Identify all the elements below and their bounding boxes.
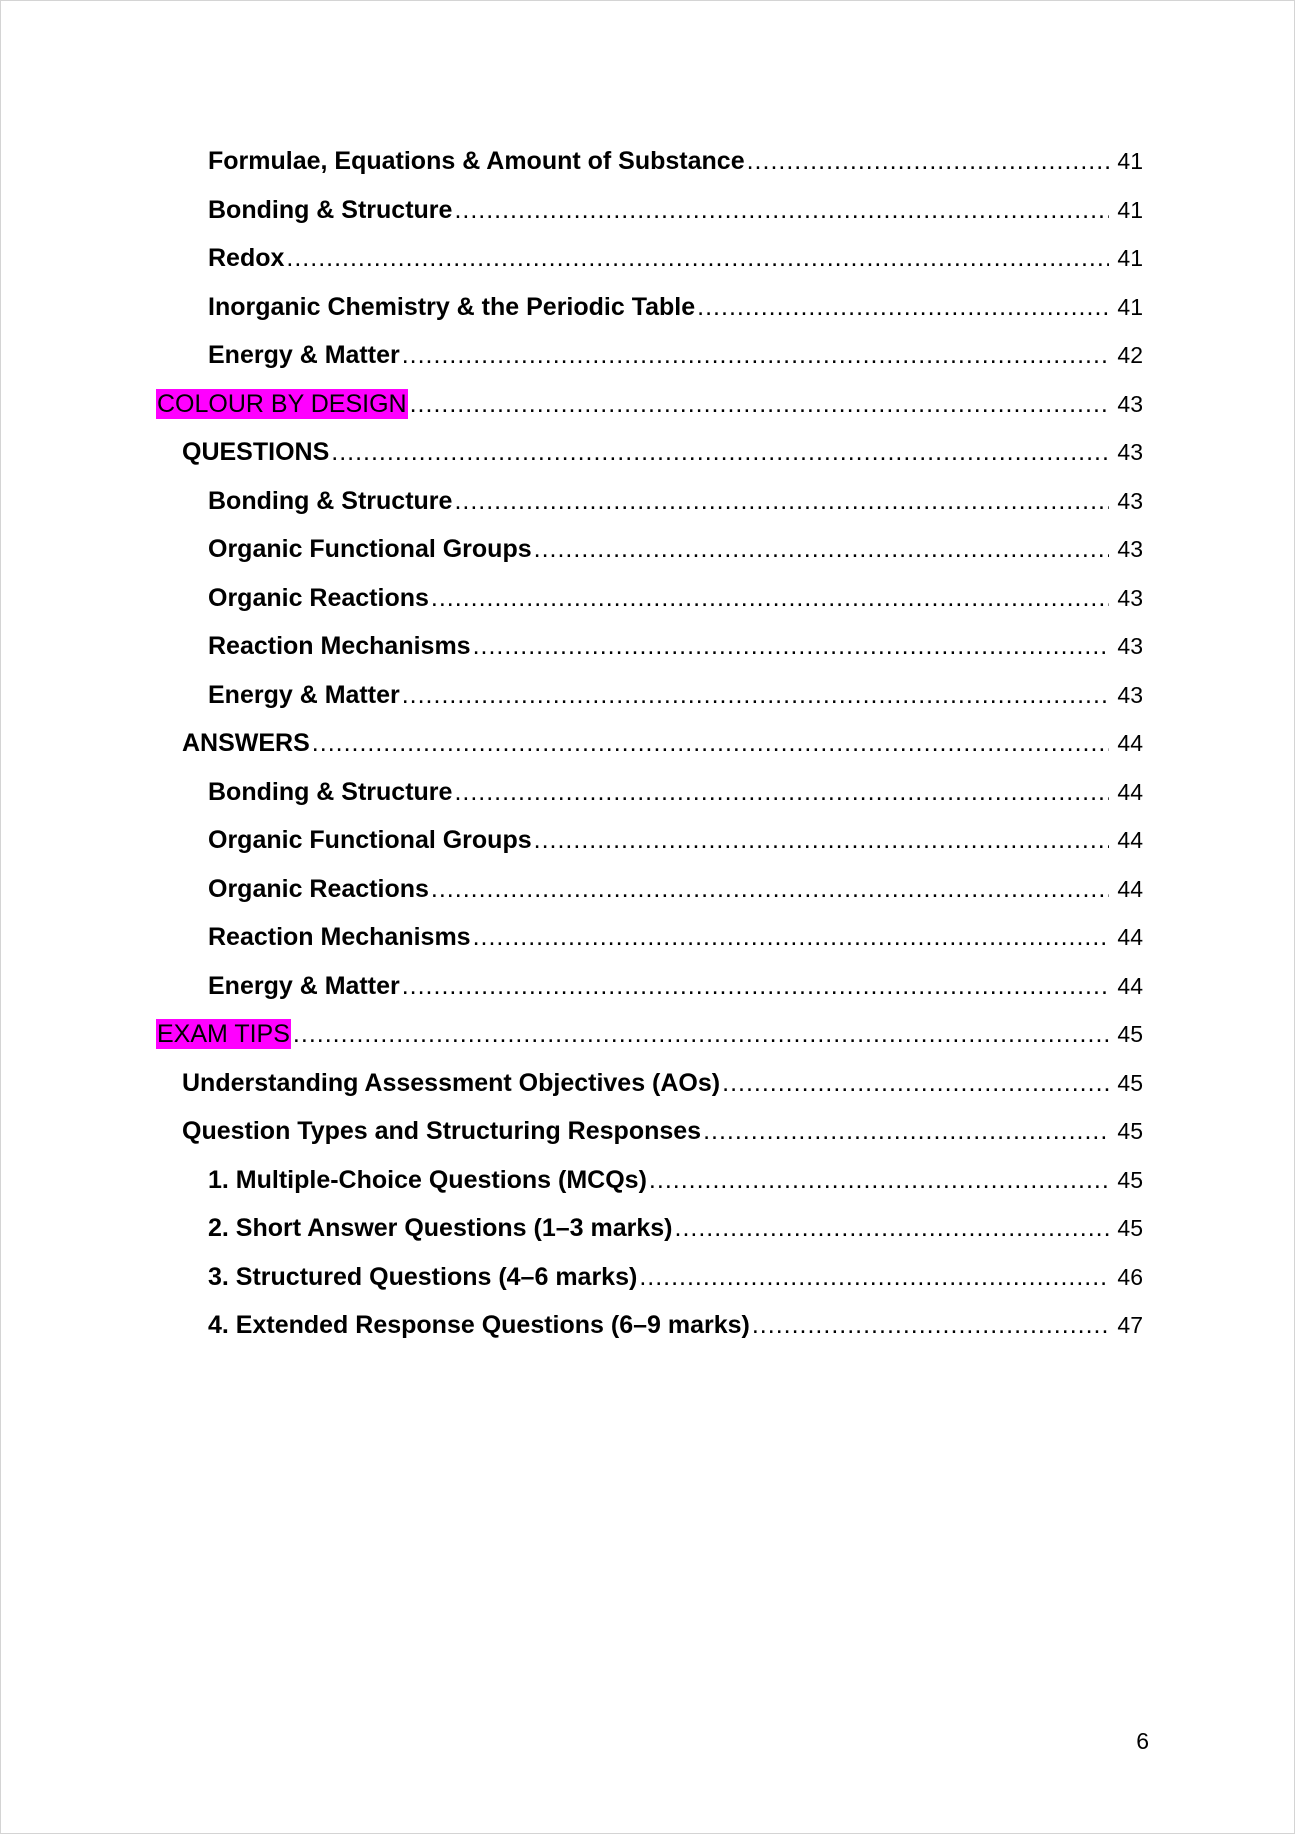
toc-page-number: 46 <box>1117 1263 1143 1290</box>
toc-entry[interactable] <box>156 1019 1143 1049</box>
toc-dot-leader <box>639 1262 1109 1292</box>
toc-dot-leader <box>454 195 1109 225</box>
toc-page-number: 44 <box>1117 972 1143 999</box>
toc-page-number: 41 <box>1117 148 1143 174</box>
toc-dot-leader <box>752 1310 1109 1340</box>
toc-dot-leader <box>402 680 1109 710</box>
toc-section-heading: EXAM TIPS <box>157 1020 290 1048</box>
toc-page-number: 44 <box>1117 875 1143 902</box>
toc-entry-title: 1. Multiple-Choice Questions (MCQs) <box>208 1165 647 1194</box>
toc-entry-title: 2. Short Answer Questions (1–3 marks) <box>208 1214 673 1242</box>
toc-entry[interactable] <box>208 777 1143 807</box>
toc-page-number: 44 <box>1117 778 1143 805</box>
toc-entry[interactable] <box>208 971 1143 1001</box>
toc-page-number: 43 <box>1117 536 1143 562</box>
toc-page-number: 43 <box>1117 390 1143 417</box>
toc-entry[interactable] <box>208 680 1143 710</box>
toc-dot-leader <box>649 1165 1109 1195</box>
toc-dot-leader <box>675 1213 1109 1243</box>
toc-entry-title: Organic Functional Groups <box>208 826 532 854</box>
toc-entry-title: Bonding & Structure <box>208 195 453 224</box>
toc-entry-title: Redox <box>208 244 285 272</box>
toc-entry[interactable] <box>208 146 1143 176</box>
toc-entry-title: 4. Extended Response Questions (6–9 marks) <box>208 1311 750 1339</box>
toc-page-number: 45 <box>1117 1069 1143 1096</box>
toc-dot-leader <box>431 583 1109 613</box>
toc-dot-leader <box>697 292 1109 322</box>
toc-dot-leader <box>293 1019 1109 1049</box>
toc-dot-leader <box>534 825 1109 855</box>
toc-page-number: 45 <box>1117 1215 1143 1241</box>
toc-page-number: 45 <box>1117 1166 1143 1193</box>
toc-page-number: 47 <box>1117 1312 1143 1338</box>
toc-entry[interactable] <box>182 437 1143 467</box>
toc-entry[interactable] <box>208 486 1143 516</box>
toc-entry[interactable] <box>208 534 1143 564</box>
toc-entry[interactable] <box>182 728 1143 758</box>
toc-entry-title: Inorganic Chemistry & the Periodic Table <box>208 292 696 321</box>
toc-dot-leader <box>286 243 1109 273</box>
toc-entry-title: 3. Structured Questions (4–6 marks) <box>208 1262 638 1291</box>
toc-dot-leader <box>431 874 1109 904</box>
toc-dot-leader <box>534 534 1109 564</box>
toc-dot-leader <box>703 1116 1109 1146</box>
toc-entry-title: Question Types and Structuring Responses <box>182 1117 702 1145</box>
toc-entry-title: Organic Functional Groups <box>208 535 532 563</box>
toc-entry[interactable] <box>208 243 1143 273</box>
toc-entry[interactable] <box>208 1165 1143 1195</box>
toc-dot-leader <box>473 922 1109 952</box>
toc-page-number: 43 <box>1117 584 1143 611</box>
toc-entry[interactable] <box>208 1213 1143 1243</box>
toc-page-number: 44 <box>1117 924 1143 950</box>
page-number: 6 <box>1136 1728 1149 1754</box>
toc-dot-leader <box>402 340 1109 370</box>
toc-entry[interactable] <box>208 631 1143 661</box>
toc-entry-title: ANSWERS <box>182 729 310 757</box>
toc-entry-title: Energy & Matter <box>208 680 400 709</box>
toc-entry-title: Formulae, Equations & Amount of Substance <box>208 147 745 175</box>
toc-entry-title: Understanding Assessment Objectives (AOs) <box>182 1068 721 1097</box>
toc-dot-leader <box>331 437 1109 467</box>
toc-entry[interactable] <box>208 195 1143 225</box>
toc-page-number: 43 <box>1117 487 1143 514</box>
toc-entry-title: Energy & Matter <box>208 971 400 1000</box>
toc-entry-title: QUESTIONS <box>182 438 330 466</box>
toc-entry[interactable] <box>208 922 1143 952</box>
toc-page-number: 43 <box>1117 681 1143 708</box>
toc-dot-leader <box>722 1068 1109 1098</box>
toc-entry-title: Reaction Mechanisms <box>208 923 471 951</box>
toc-entry-title: Bonding & Structure <box>208 777 453 806</box>
toc-entry[interactable] <box>208 340 1143 370</box>
toc-dot-leader <box>454 486 1109 516</box>
toc-page-number: 43 <box>1117 439 1143 465</box>
toc-dot-leader <box>402 971 1109 1001</box>
toc-dot-leader <box>473 631 1109 661</box>
toc-entry-title: Reaction Mechanisms <box>208 632 471 660</box>
toc-entry[interactable] <box>208 1262 1143 1292</box>
toc-page-number: 45 <box>1117 1118 1143 1144</box>
toc-page-number: 41 <box>1117 245 1143 271</box>
toc-dot-leader <box>312 728 1109 758</box>
toc-dot-leader <box>747 146 1109 176</box>
toc-entry[interactable] <box>208 292 1143 322</box>
toc-entry[interactable] <box>208 583 1143 613</box>
toc-page-number: 42 <box>1117 342 1143 368</box>
toc-page-number: 44 <box>1117 827 1143 853</box>
toc-entry[interactable] <box>208 1310 1143 1340</box>
toc-entry-title: Bonding & Structure <box>208 486 453 515</box>
toc-page-number: 44 <box>1117 730 1143 756</box>
toc-entry[interactable] <box>208 825 1143 855</box>
toc-page-number: 41 <box>1117 293 1143 320</box>
toc-entry[interactable] <box>208 874 1143 904</box>
toc-section-heading: COLOUR BY DESIGN <box>157 389 407 418</box>
toc-page-number: 43 <box>1117 633 1143 659</box>
toc-entry[interactable] <box>156 389 1143 419</box>
toc-entry[interactable] <box>182 1116 1143 1146</box>
toc-dot-leader <box>410 389 1109 419</box>
toc-entry-title: Energy & Matter <box>208 341 400 369</box>
toc-page-number: 45 <box>1117 1021 1143 1047</box>
toc-entry-title: Organic Reactions <box>208 583 429 612</box>
toc-entry[interactable] <box>182 1068 1143 1098</box>
toc-dot-leader <box>454 777 1109 807</box>
toc-entry-title: Organic Reactions <box>208 874 429 903</box>
toc-page-number: 41 <box>1117 196 1143 223</box>
